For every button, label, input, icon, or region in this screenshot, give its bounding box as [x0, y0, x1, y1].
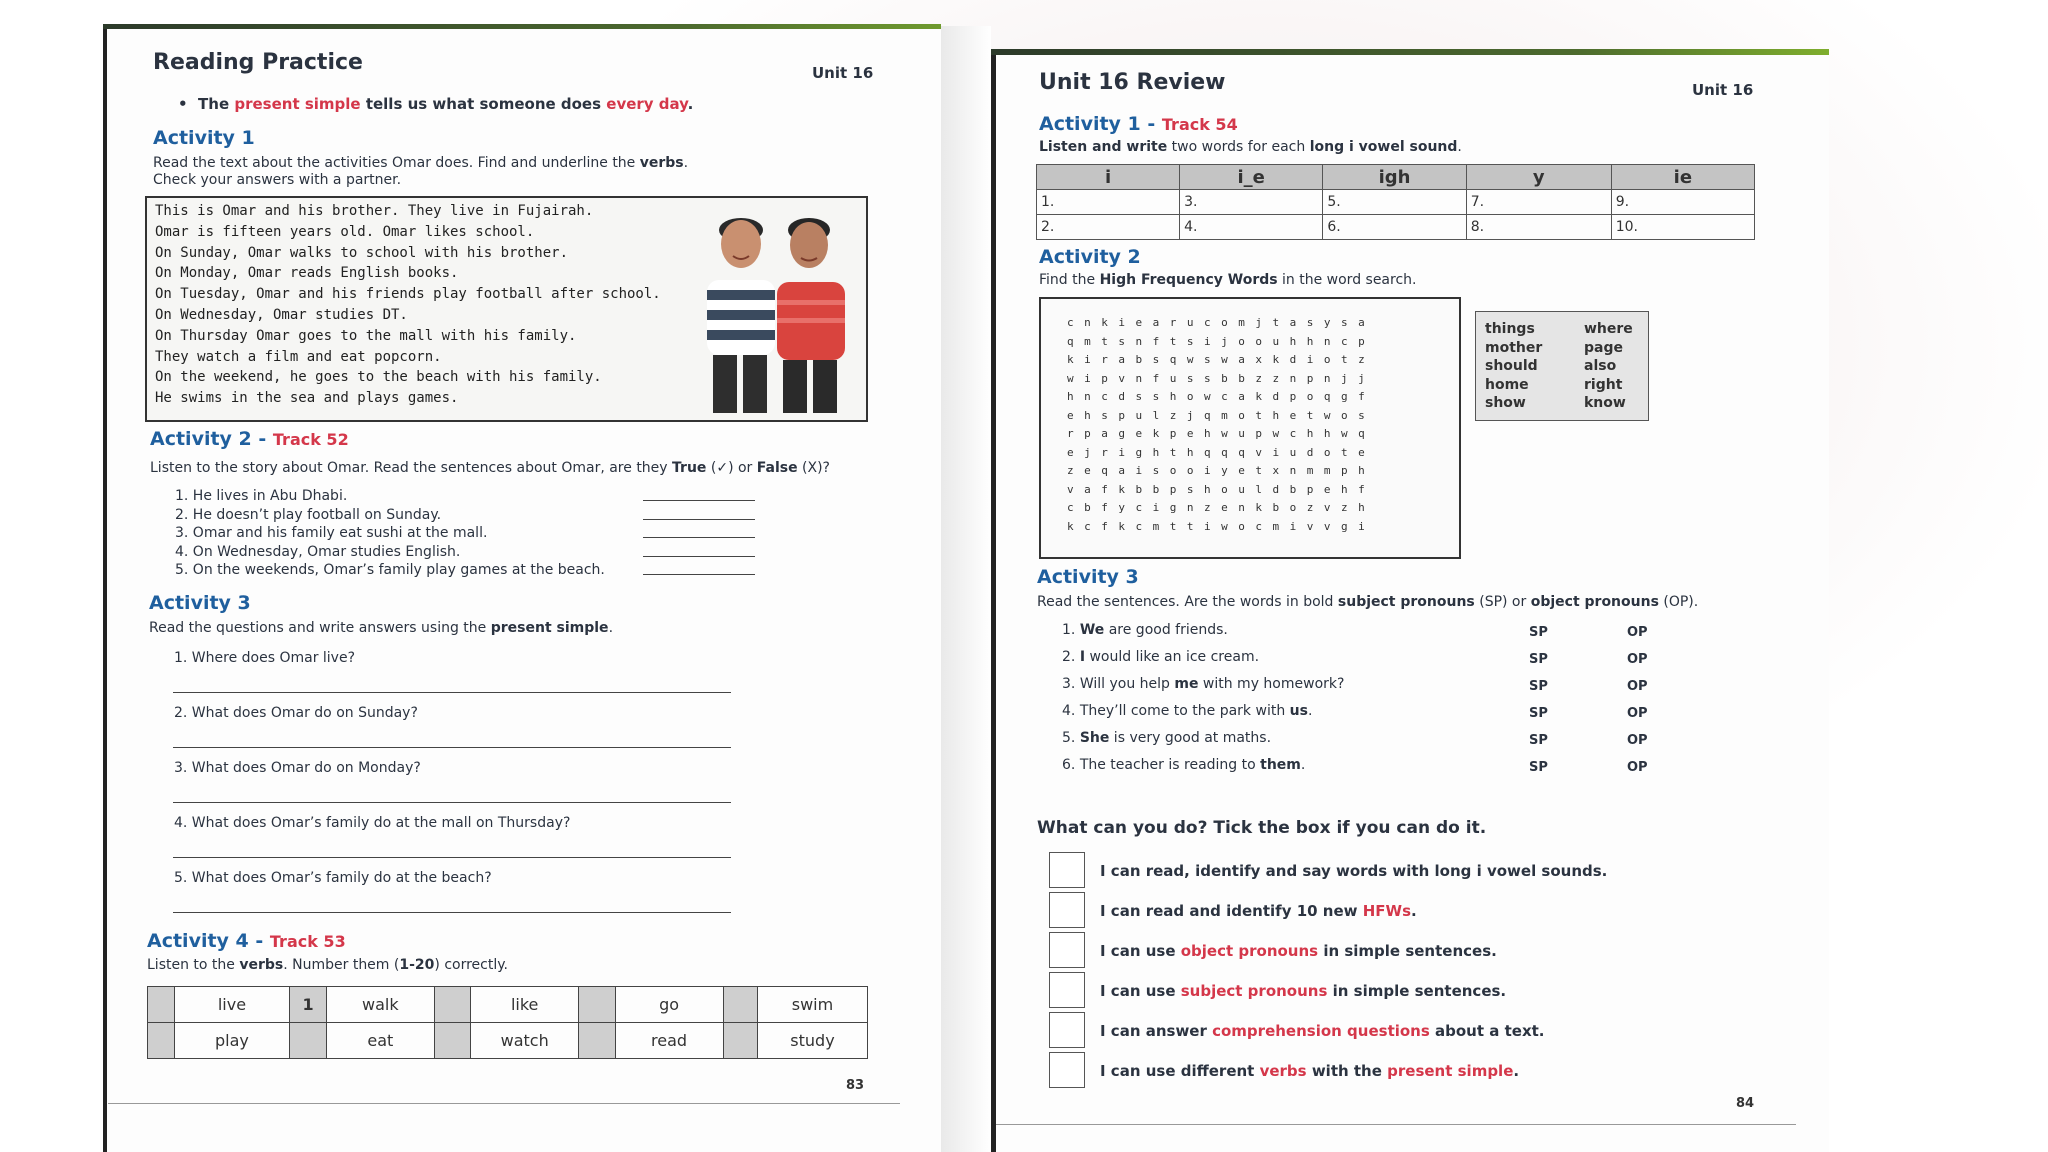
- unit-label: Unit 16: [1692, 81, 1754, 99]
- review-activity-1-instructions: Listen and write two words for each long i vowel sound.: [1039, 139, 1462, 155]
- hfw-word: also: [1584, 358, 1617, 374]
- page-title: Unit 16 Review: [1039, 70, 1226, 95]
- answer-cell[interactable]: 4.: [1180, 215, 1323, 240]
- review-activity-3-instructions: Read the sentences. Are the words in bold subject pronouns (SP) or object pronouns (OP).: [1037, 594, 1699, 610]
- answer-cell[interactable]: 8.: [1466, 215, 1611, 240]
- number-box[interactable]: 1: [290, 987, 327, 1023]
- op-option[interactable]: OP: [1627, 679, 1648, 694]
- hfw-word: mother: [1485, 339, 1543, 356]
- number-box[interactable]: [434, 1023, 470, 1059]
- sp-option[interactable]: SP: [1529, 706, 1548, 721]
- present-simple-rule: • The present simple tells us what someone does every day.: [178, 95, 694, 113]
- review-activity-2-instructions: Find the High Frequency Words in the word search.: [1039, 272, 1417, 288]
- vowel-header: i: [1037, 165, 1180, 190]
- sp-option[interactable]: SP: [1529, 652, 1548, 667]
- bullet-icon: •: [178, 95, 199, 113]
- story-line: They watch a film and eat popcorn.: [155, 348, 442, 365]
- word-search-row: kirabsqwswaxkdiotz: [1067, 353, 1376, 366]
- verb-cell: go: [615, 987, 723, 1023]
- omar-and-brother-illustration: [697, 200, 863, 416]
- hfw-word: should: [1485, 358, 1538, 374]
- verb-cell: eat: [326, 1023, 434, 1059]
- number-box[interactable]: [434, 987, 470, 1023]
- hfw-word: things: [1485, 321, 1535, 337]
- review-activity-3-heading: Activity 3: [1037, 566, 1139, 588]
- story-line: Omar is fifteen years old. Omar likes school.: [155, 223, 535, 240]
- answer-line[interactable]: [173, 747, 731, 748]
- word-search-row: hncdsshowcakdpoqgf: [1067, 390, 1376, 403]
- review-activity-2-heading: Activity 2: [1039, 246, 1141, 268]
- page-bottom-rule: [996, 1124, 1796, 1125]
- op-option[interactable]: OP: [1627, 652, 1648, 667]
- activity-1-instructions-2: Check your answers with a partner.: [153, 172, 402, 188]
- verb-cell: play: [174, 1023, 290, 1059]
- pronoun-sentence: 3. Will you help me with my homework?: [1062, 676, 1345, 692]
- op-option[interactable]: OP: [1627, 625, 1648, 640]
- word-search-row: cnkiearucomjtasysa: [1067, 316, 1376, 329]
- page-number: 83: [846, 1078, 865, 1093]
- op-option[interactable]: OP: [1627, 706, 1648, 721]
- story-line: This is Omar and his brother. They live in Fujairah.: [155, 203, 594, 219]
- can-do-statement: I can use object pronouns in simple sentences.: [1100, 942, 1497, 960]
- activity-4-instructions: Listen to the verbs. Number them (1-20) correctly.: [147, 957, 508, 973]
- word-search-row: zeqaisooiyetxnmmph: [1067, 464, 1376, 477]
- verb-cell: like: [471, 987, 579, 1023]
- hfw-word: right: [1584, 376, 1623, 393]
- word-search-row: wipvnfussbbzznpnjj: [1067, 371, 1376, 385]
- can-do-statement: I can use different verbs with the present simple.: [1100, 1062, 1520, 1080]
- question: 3. What does Omar do on Monday?: [174, 760, 421, 776]
- true-false-statement: 3. Omar and his family eat sushi at the mall.: [175, 525, 488, 541]
- answer-line[interactable]: [643, 519, 755, 520]
- question: 4. What does Omar’s family do at the mall on Thursday?: [174, 815, 571, 831]
- tick-checkbox[interactable]: [1049, 1052, 1085, 1088]
- page-title: Reading Practice: [153, 50, 363, 75]
- vowel-header: igh: [1323, 165, 1466, 190]
- sp-option[interactable]: SP: [1529, 733, 1548, 748]
- activity-3-instructions: Read the questions and write answers using the present simple.: [149, 620, 614, 636]
- page-bottom-rule: [108, 1103, 900, 1104]
- hfw-word: where: [1584, 321, 1633, 337]
- question: 1. Where does Omar live?: [174, 650, 356, 666]
- activity-1-heading: Activity 1: [153, 127, 255, 149]
- verb-cell: read: [615, 1023, 723, 1059]
- can-do-statement: I can read, identify and say words with long i vowel sounds.: [1100, 862, 1608, 880]
- word-search-row: ehspulzjqmothetwos: [1067, 408, 1376, 422]
- question: 5. What does Omar’s family do at the beach?: [174, 870, 492, 886]
- verb-numbering-table: [147, 986, 868, 1059]
- answer-line[interactable]: [173, 857, 731, 858]
- true-false-statement: 4. On Wednesday, Omar studies English.: [175, 543, 461, 560]
- right-page-top-edge: [991, 49, 1829, 55]
- number-box[interactable]: [148, 1023, 175, 1059]
- number-box[interactable]: [148, 987, 175, 1023]
- left-page: [103, 26, 941, 1152]
- verb-cell: study: [757, 1023, 867, 1059]
- unit-label: Unit 16: [812, 64, 874, 82]
- op-option[interactable]: OP: [1627, 760, 1648, 775]
- left-page-top-edge: [103, 24, 941, 29]
- hfw-word: know: [1584, 395, 1626, 411]
- tick-checkbox[interactable]: [1049, 972, 1085, 1008]
- sp-option[interactable]: SP: [1529, 679, 1548, 694]
- story-line: On Wednesday, Omar studies DT.: [155, 307, 408, 323]
- word-search-row: rpagekpehwupwchhwq: [1067, 427, 1376, 440]
- answer-cell[interactable]: 2.: [1037, 215, 1180, 240]
- verb-cell: watch: [471, 1023, 579, 1059]
- story-line: On Thursday Omar goes to the mall with his family.: [155, 327, 577, 344]
- activity-4-heading: Activity 4 - Track 53: [147, 930, 346, 952]
- can-do-statement: I can use subject pronouns in simple sentences.: [1100, 982, 1507, 1000]
- page-number: 84: [1736, 1096, 1755, 1111]
- number-box[interactable]: [723, 987, 757, 1023]
- word-search-row: cbfycignzenkbozvzh: [1067, 501, 1376, 514]
- story-line: On Tuesday, Omar and his friends play football after school.: [155, 286, 661, 303]
- answer-cell[interactable]: 9.: [1611, 190, 1754, 215]
- answer-line[interactable]: [643, 556, 755, 557]
- activity-2-heading: Activity 2 - Track 52: [150, 428, 349, 450]
- answer-line[interactable]: [643, 574, 755, 575]
- can-do-statement: I can answer comprehension questions about a text.: [1100, 1022, 1545, 1040]
- answer-cell[interactable]: 6.: [1323, 215, 1466, 240]
- activity-1-instructions: Read the text about the activities Omar does. Find and underline the verbs.: [153, 155, 689, 171]
- hfw-word: page: [1584, 339, 1623, 356]
- number-box[interactable]: [723, 1023, 757, 1059]
- pronoun-sentence: 5. She is very good at maths.: [1062, 730, 1272, 746]
- answer-cell[interactable]: 7.: [1466, 190, 1611, 215]
- hfw-word: home: [1485, 376, 1529, 393]
- question: 2. What does Omar do on Sunday?: [174, 705, 418, 721]
- page-gutter-shadow: [941, 26, 991, 1152]
- vowel-sound-table: [1036, 164, 1755, 240]
- pronoun-sentence: 6. The teacher is reading to them.: [1062, 757, 1306, 773]
- pronoun-sentence: 4. They’ll come to the park with us.: [1062, 703, 1313, 719]
- pronoun-sentence: 2. I would like an ice cream.: [1062, 649, 1260, 665]
- number-box[interactable]: [579, 1023, 615, 1059]
- track-54-label: Track 54: [1161, 115, 1238, 134]
- pronoun-sentence: 1. We are good friends.: [1062, 622, 1228, 638]
- story-line: On Monday, Omar reads English books.: [155, 265, 459, 282]
- answer-line[interactable]: [173, 912, 731, 913]
- verb-cell: walk: [326, 987, 434, 1023]
- can-do-statement: I can read and identify 10 new HFWs.: [1100, 902, 1417, 920]
- answer-line[interactable]: [173, 802, 731, 803]
- word-search-row: qmtsnftsijoouhhncp: [1067, 334, 1376, 348]
- tick-checkbox[interactable]: [1049, 852, 1085, 888]
- true-false-statement: 1. He lives in Abu Dhabi.: [175, 488, 348, 504]
- review-activity-1-heading: Activity 1 - Track 54: [1039, 113, 1238, 135]
- tick-checkbox[interactable]: [1049, 892, 1085, 928]
- word-search-row: vafkbbpshouldbpehf: [1067, 482, 1376, 496]
- sp-option[interactable]: SP: [1529, 625, 1548, 640]
- can-do-heading: What can you do? Tick the box if you can do it.: [1037, 818, 1487, 838]
- word-search-row: ejrighthqqqviudote: [1067, 445, 1376, 459]
- true-false-statement: 5. On the weekends, Omar’s family play games at the beach.: [175, 562, 605, 578]
- tick-checkbox[interactable]: [1049, 932, 1085, 968]
- track-52-label: Track 52: [272, 430, 349, 449]
- answer-line[interactable]: [643, 500, 755, 501]
- activity-2-instructions: Listen to the story about Omar. Read the sentences about Omar, are they True (✓) or False (X)?: [150, 460, 830, 476]
- answer-cell[interactable]: 5.: [1323, 190, 1466, 215]
- answer-line[interactable]: [643, 537, 755, 538]
- answer-cell[interactable]: 10.: [1611, 215, 1754, 240]
- story-line: He swims in the sea and plays games.: [155, 390, 459, 407]
- vowel-header: ie: [1611, 165, 1754, 190]
- hfw-word: show: [1485, 395, 1526, 411]
- answer-cell[interactable]: 1.: [1037, 190, 1180, 215]
- vowel-header: y: [1466, 165, 1611, 190]
- vowel-header: i_e: [1180, 165, 1323, 190]
- answer-cell[interactable]: 3.: [1180, 190, 1323, 215]
- tick-checkbox[interactable]: [1049, 1012, 1085, 1048]
- answer-line[interactable]: [173, 692, 731, 693]
- op-option[interactable]: OP: [1627, 733, 1648, 748]
- activity-3-heading: Activity 3: [149, 592, 251, 614]
- true-false-statement: 2. He doesn’t play football on Sunday.: [175, 506, 442, 523]
- story-line: On the weekend, he goes to the beach with his family.: [155, 369, 602, 386]
- story-line: On Sunday, Omar walks to school with his brother.: [155, 244, 569, 261]
- sp-option[interactable]: SP: [1529, 760, 1548, 775]
- verb-cell: swim: [757, 987, 867, 1023]
- number-box[interactable]: [579, 987, 615, 1023]
- verb-cell: live: [174, 987, 290, 1023]
- number-box[interactable]: [290, 1023, 327, 1059]
- word-search-row: kcfkcmttiwocmivvgi: [1067, 519, 1376, 533]
- track-53-label: Track 53: [269, 932, 346, 951]
